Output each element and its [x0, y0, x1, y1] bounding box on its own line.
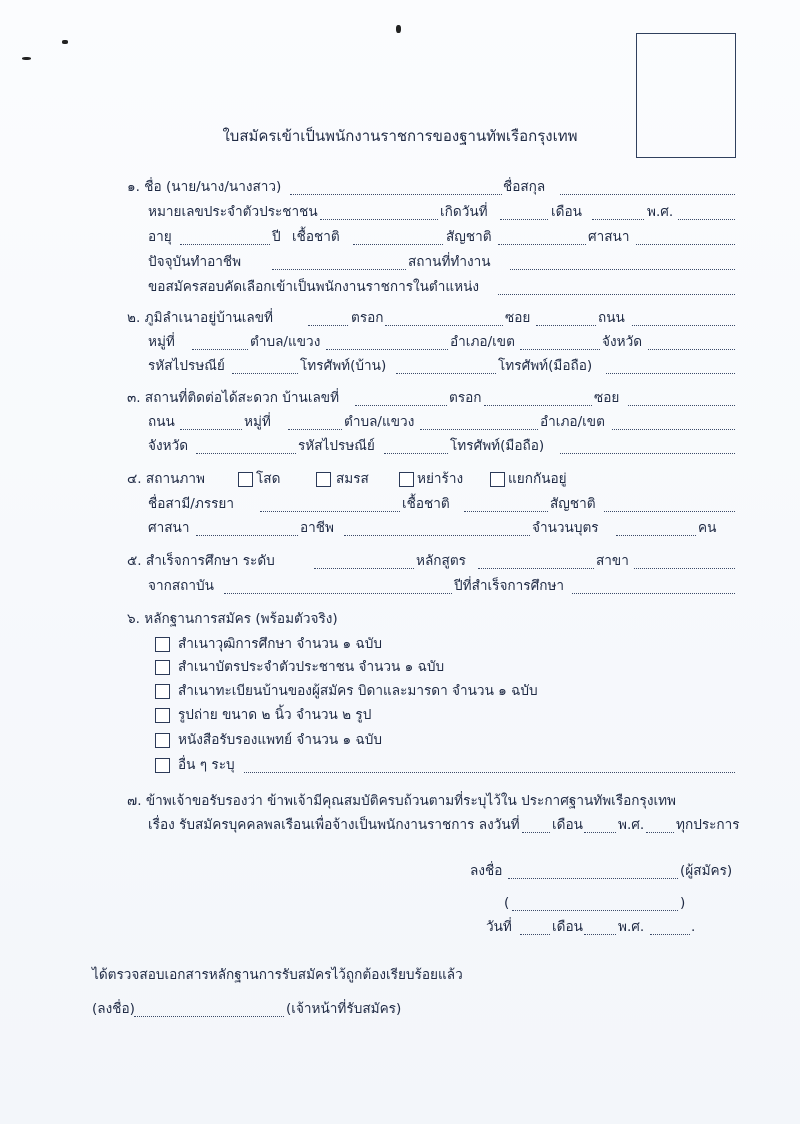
s3-house-field[interactable] — [355, 405, 447, 406]
s6-label: ๖. หลักฐานการสมัคร (พร้อมตัวจริง) — [127, 611, 338, 627]
s2-phone-home-field[interactable] — [396, 373, 496, 374]
status-single-label: โสด — [256, 471, 281, 487]
s1-surname-field[interactable] — [560, 194, 735, 195]
s2-house-field[interactable] — [308, 325, 348, 326]
s7-month-field[interactable] — [584, 832, 616, 833]
applicant-name-close-paren: ) — [680, 895, 686, 911]
applicant-name-open-paren: ( — [504, 895, 510, 911]
sign-date-field[interactable] — [520, 934, 550, 935]
s2-phone-mobile-field[interactable] — [606, 373, 735, 374]
s1-race-label: เชื้อชาติ — [292, 229, 340, 245]
doc-photo-checkbox[interactable] — [155, 708, 170, 723]
s3-road-field[interactable] — [180, 429, 242, 430]
s2-soi-field[interactable] — [536, 325, 596, 326]
s4-race-field[interactable] — [464, 511, 548, 512]
s5-institution-label: จากสถาบัน — [148, 578, 214, 594]
s1-name-label: ๑. ชื่อ (นาย/นาง/นางสาว) — [127, 179, 282, 195]
s1-occupation-field[interactable] — [272, 269, 406, 270]
s2-district-field[interactable] — [520, 349, 600, 350]
doc-transcript-checkbox[interactable] — [155, 637, 170, 652]
s5-institution-field[interactable] — [224, 593, 452, 594]
s2-house-label: ๒. ภูมิลำเนาอยู่บ้านเลขที่ — [127, 310, 273, 326]
s1-occupation-label: ปัจจุบันทำอาชีพ — [148, 254, 242, 270]
s3-moo-label: หมู่ที่ — [244, 414, 271, 430]
s2-road-label: ถนน — [598, 310, 625, 326]
s1-age-field[interactable] — [180, 244, 270, 245]
doc-id-card-checkbox[interactable] — [155, 660, 170, 675]
doc-house-registration-checkbox[interactable] — [155, 684, 170, 699]
s2-province-field[interactable] — [648, 349, 735, 350]
doc-id-card-label: สำเนาบัตรประจำตัวประชาชน จำนวน ๑ ฉบับ — [178, 659, 445, 675]
s5-level-label: ๕. สำเร็จการศึกษา ระดับ — [127, 553, 275, 569]
scan-speck — [22, 57, 31, 60]
s2-alley-label: ตรอก — [351, 310, 384, 326]
doc-medical-certificate-checkbox[interactable] — [155, 733, 170, 748]
s2-alley-field[interactable] — [385, 325, 503, 326]
s1-month-label: เดือน — [551, 204, 582, 220]
s4-status-label: ๔. สถานภาพ — [127, 471, 205, 487]
s1-workplace-label: สถานที่ทำงาน — [408, 254, 491, 270]
s2-moo-label: หมู่ที่ — [148, 334, 175, 350]
s1-nationality-label: สัญชาติ — [446, 229, 492, 245]
s4-nationality-field[interactable] — [604, 511, 735, 512]
s1-religion-field[interactable] — [636, 244, 735, 245]
status-single-checkbox[interactable] — [238, 472, 253, 487]
s2-subdistrict-field[interactable] — [326, 349, 448, 350]
s3-moo-field[interactable] — [288, 429, 342, 430]
s2-subdistrict-label: ตำบล/แขวง — [250, 334, 321, 350]
s3-soi-field[interactable] — [628, 405, 735, 406]
s4-spouse-label: ชื่อสามี/ภรรยา — [148, 496, 235, 512]
s7-declaration-line1: ๗. ข้าพเจ้าขอรับรองว่า ข้าพเจ้ามีคุณสมบัติครบถ้วนตามที่ระบุไว้ใน ประกาศฐานทัพเรือกรุงเทพ — [127, 793, 677, 809]
doc-house-registration-label: สำเนาทะเบียนบ้านของผู้สมัคร บิดาและมารดา จำนวน ๑ ฉบับ — [178, 683, 538, 699]
s3-district-label: อำเภอ/เขต — [540, 414, 605, 430]
doc-medical-certificate-label: หนังสือรับรองแพทย์ จำนวน ๑ ฉบับ — [178, 732, 382, 748]
s4-race-label: เชื้อชาติ — [402, 496, 450, 512]
s2-district-label: อำเภอ/เขต — [450, 334, 515, 350]
doc-photo-label: รูปถ่าย ขนาด ๒ นิ้ว จำนวน ๒ รูป — [178, 707, 372, 723]
s7-declaration-line2: เรื่อง รับสมัครบุคคลพลเรือนเพื่อจ้างเป็นพนักงานราชการ ลงวันที่ — [148, 817, 520, 833]
s5-grad-year-field[interactable] — [572, 593, 735, 594]
s3-province-field[interactable] — [196, 453, 296, 454]
sign-month-label: เดือน — [552, 919, 583, 935]
s2-moo-field[interactable] — [192, 349, 248, 350]
s2-postcode-label: รหัสไปรษณีย์ — [148, 358, 225, 374]
s1-position-field[interactable] — [498, 294, 735, 295]
s4-occupation-label: อาชีพ — [300, 520, 334, 536]
s3-province-label: จังหวัด — [148, 438, 189, 454]
s2-postcode-field[interactable] — [232, 373, 298, 374]
s5-major-label: สาขา — [596, 553, 629, 569]
status-separated-label: แยกกันอยู่ — [508, 471, 567, 487]
status-divorced-label: หย่าร้าง — [417, 471, 464, 487]
s2-province-label: จังหวัด — [602, 334, 643, 350]
s1-surname-label: ชื่อสกุล — [503, 179, 546, 195]
sign-end-dot: . — [691, 919, 696, 935]
s5-level-field[interactable] — [314, 568, 414, 569]
s3-alley-label: ตรอก — [449, 390, 482, 406]
s2-phone-home-label: โทรศัพท์(บ้าน) — [300, 358, 387, 374]
s1-month-field[interactable] — [592, 219, 644, 220]
s3-postcode-field[interactable] — [384, 453, 448, 454]
s4-nationality-label: สัญชาติ — [550, 496, 596, 512]
s2-soi-label: ซอย — [505, 310, 531, 326]
s5-major-field[interactable] — [634, 568, 735, 569]
s1-id-field[interactable] — [320, 219, 438, 220]
officer-role-label: (เจ้าหน้าที่รับสมัคร) — [286, 1001, 402, 1017]
s1-name-field[interactable] — [290, 194, 502, 195]
status-married-label: สมรส — [336, 471, 369, 487]
s3-subdistrict-field[interactable] — [420, 429, 538, 430]
s1-race-field[interactable] — [353, 244, 443, 245]
s3-phone-mobile-field[interactable] — [560, 453, 735, 454]
s1-birthday-label: เกิดวันที่ — [440, 204, 488, 220]
applicant-role-label: (ผู้สมัคร) — [680, 863, 733, 879]
s7-date-field[interactable] — [522, 832, 550, 833]
status-separated-checkbox[interactable] — [490, 472, 505, 487]
s3-district-field[interactable] — [612, 429, 735, 430]
sign-date-label: วันที่ — [486, 919, 512, 935]
doc-transcript-label: สำเนาวุฒิการศึกษา จำนวน ๑ ฉบับ — [178, 636, 382, 652]
applicant-printed-name-field[interactable] — [512, 910, 678, 911]
s1-age-label: อายุ — [148, 229, 172, 245]
s5-program-label: หลักสูตร — [416, 553, 466, 569]
s3-postcode-label: รหัสไปรษณีย์ — [298, 438, 375, 454]
s4-children-field[interactable] — [616, 535, 696, 536]
s5-grad-year-label: ปีที่สำเร็จการศึกษา — [454, 578, 565, 594]
s2-road-field[interactable] — [632, 325, 735, 326]
s1-id-label: หมายเลขประจำตัวประชาชน — [148, 204, 318, 220]
s3-soi-label: ซอย — [594, 390, 620, 406]
scan-speck — [62, 40, 68, 44]
sign-year-field[interactable] — [650, 934, 690, 935]
sign-year-label: พ.ศ. — [618, 919, 645, 935]
s4-persons-label: คน — [698, 520, 717, 536]
s1-workplace-field[interactable] — [510, 269, 735, 270]
s1-year-field[interactable] — [678, 219, 735, 220]
s1-birthday-field[interactable] — [500, 219, 548, 220]
s4-spouse-field[interactable] — [260, 511, 400, 512]
s3-alley-field[interactable] — [484, 405, 592, 406]
s1-religion-label: ศาสนา — [588, 229, 630, 245]
verification-statement: ได้ตรวจสอบเอกสารหลักฐานการรับสมัครไว้ถูกต้องเรียบร้อยแล้ว — [92, 967, 463, 983]
s3-road-label: ถนน — [148, 414, 175, 430]
doc-other-label: อื่น ๆ ระบุ — [178, 757, 235, 773]
s3-house-label: ๓. สถานที่ติดต่อได้สะดวก บ้านเลขที่ — [127, 390, 340, 406]
scan-speck — [396, 25, 401, 33]
s7-year-field[interactable] — [646, 832, 674, 833]
s1-position-label: ขอสมัครสอบคัดเลือกเข้าเป็นพนักงานราชการในตำแหน่ง — [148, 279, 480, 295]
s7-month-label: เดือน — [552, 817, 583, 833]
status-divorced-checkbox[interactable] — [399, 472, 414, 487]
s1-nationality-field[interactable] — [498, 244, 586, 245]
applicant-sign-label: ลงชื่อ — [470, 863, 503, 879]
sign-month-field[interactable] — [584, 934, 616, 935]
s1-year-label: พ.ศ. — [647, 204, 674, 220]
officer-signature-field[interactable] — [134, 1016, 284, 1017]
doc-other-field[interactable] — [244, 772, 735, 773]
s3-subdistrict-label: ตำบล/แขวง — [344, 414, 415, 430]
officer-sign-label: (ลงชื่อ) — [92, 1001, 135, 1017]
s7-year-label: พ.ศ. — [618, 817, 645, 833]
s7-suffix: ทุกประการ — [676, 817, 740, 833]
s5-program-field[interactable] — [478, 568, 594, 569]
applicant-signature-field[interactable] — [508, 878, 678, 879]
s4-occupation-field[interactable] — [344, 535, 530, 536]
s4-religion-label: ศาสนา — [148, 520, 190, 536]
s2-phone-mobile-label: โทรศัพท์(มือถือ) — [498, 358, 593, 374]
s4-children-label: จำนวนบุตร — [532, 520, 599, 536]
s4-religion-field[interactable] — [196, 535, 298, 536]
status-married-checkbox[interactable] — [316, 472, 331, 487]
doc-other-checkbox[interactable] — [155, 758, 170, 773]
form-title: ใบสมัครเข้าเป็นพนักงานราชการของฐานทัพเรือกรุงเทพ — [222, 127, 578, 145]
s1-years-label: ปี — [272, 229, 281, 245]
s3-phone-mobile-label: โทรศัพท์(มือถือ) — [450, 438, 545, 454]
